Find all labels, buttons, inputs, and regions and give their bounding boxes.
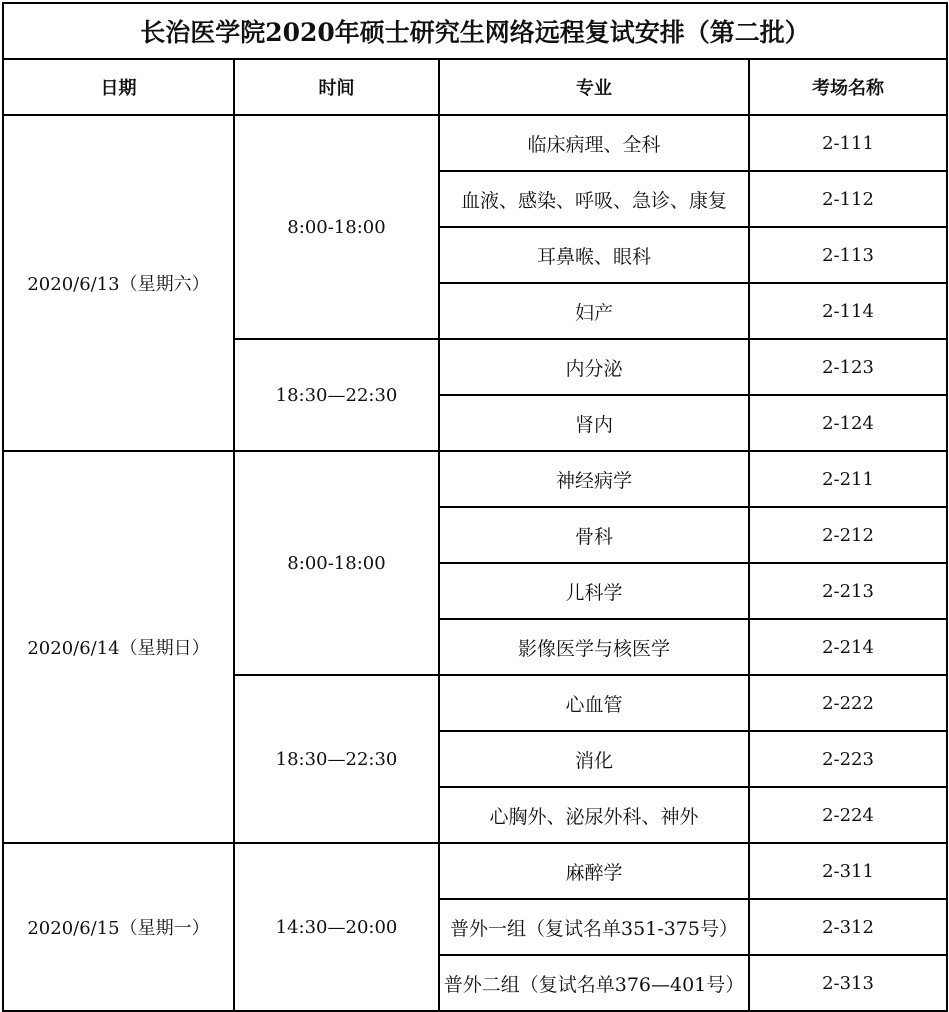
room-cell: 2-313 bbox=[749, 955, 947, 1011]
time-cell: 8:00-18:00 bbox=[234, 115, 439, 339]
room-cell: 2-113 bbox=[749, 227, 947, 283]
room-cell: 2-211 bbox=[749, 451, 947, 507]
header-major: 专业 bbox=[439, 59, 749, 115]
time-cell: 18:30—22:30 bbox=[234, 675, 439, 843]
major-cell: 消化 bbox=[439, 731, 749, 787]
time-cell: 8:00-18:00 bbox=[234, 451, 439, 675]
header-date: 日期 bbox=[3, 59, 234, 115]
table-row bbox=[3, 115, 947, 171]
major-cell: 儿科学 bbox=[439, 563, 749, 619]
header-row bbox=[3, 59, 947, 115]
room-cell: 2-124 bbox=[749, 395, 947, 451]
major-cell: 普外一组（复试名单351-375号） bbox=[439, 899, 749, 955]
date-cell: 2020/6/15（星期一） bbox=[3, 843, 234, 1011]
room-cell: 2-114 bbox=[749, 283, 947, 339]
date-cell: 2020/6/14（星期日） bbox=[3, 451, 234, 843]
time-cell: 18:30—22:30 bbox=[234, 339, 439, 451]
major-cell: 心血管 bbox=[439, 675, 749, 731]
title-row bbox=[3, 3, 947, 59]
major-cell: 妇产 bbox=[439, 283, 749, 339]
major-cell: 肾内 bbox=[439, 395, 749, 451]
room-cell: 2-213 bbox=[749, 563, 947, 619]
major-cell: 心胸外、泌尿外科、神外 bbox=[439, 787, 749, 843]
major-cell: 影像医学与核医学 bbox=[439, 619, 749, 675]
table-row bbox=[3, 843, 947, 899]
room-cell: 2-212 bbox=[749, 507, 947, 563]
major-cell: 麻醉学 bbox=[439, 843, 749, 899]
header-room: 考场名称 bbox=[749, 59, 947, 115]
room-cell: 2-123 bbox=[749, 339, 947, 395]
room-cell: 2-222 bbox=[749, 675, 947, 731]
major-cell: 血液、感染、呼吸、急诊、康复 bbox=[439, 171, 749, 227]
major-cell: 临床病理、全科 bbox=[439, 115, 749, 171]
major-cell: 普外二组（复试名单376—401号） bbox=[439, 955, 749, 1011]
schedule-body bbox=[3, 115, 947, 1011]
major-cell: 骨科 bbox=[439, 507, 749, 563]
major-cell: 神经病学 bbox=[439, 451, 749, 507]
room-cell: 2-312 bbox=[749, 899, 947, 955]
time-cell: 14:30—20:00 bbox=[234, 843, 439, 1011]
room-cell: 2-112 bbox=[749, 171, 947, 227]
page-title: 长治医学院2020年硕士研究生网络远程复试安排（第二批） bbox=[3, 3, 947, 59]
header-time: 时间 bbox=[234, 59, 439, 115]
schedule-table bbox=[2, 2, 948, 1012]
table-row bbox=[3, 451, 947, 507]
room-cell: 2-223 bbox=[749, 731, 947, 787]
date-cell: 2020/6/13（星期六） bbox=[3, 115, 234, 451]
room-cell: 2-311 bbox=[749, 843, 947, 899]
major-cell: 耳鼻喉、眼科 bbox=[439, 227, 749, 283]
major-cell: 内分泌 bbox=[439, 339, 749, 395]
room-cell: 2-214 bbox=[749, 619, 947, 675]
room-cell: 2-111 bbox=[749, 115, 947, 171]
room-cell: 2-224 bbox=[749, 787, 947, 843]
